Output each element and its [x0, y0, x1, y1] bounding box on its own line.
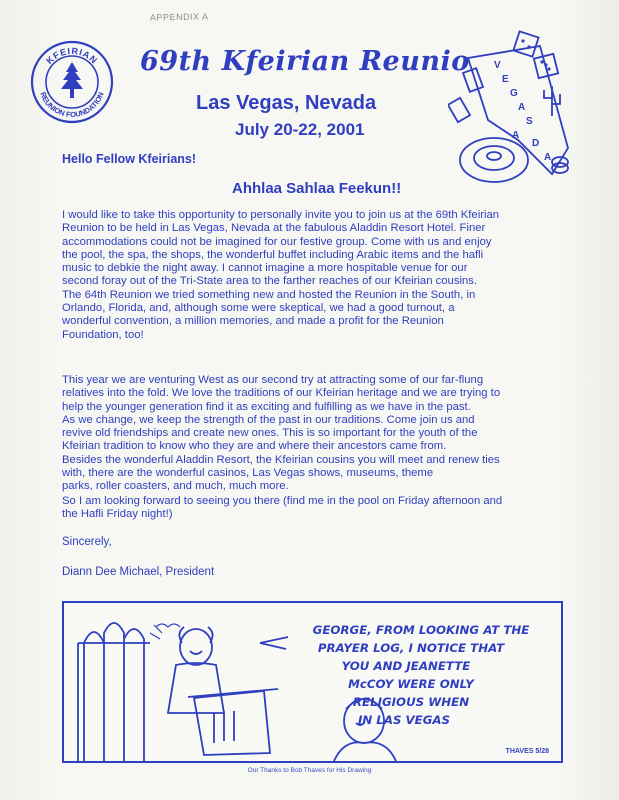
logo-top-text: KFEIRIAN — [44, 45, 100, 66]
paragraph-line: help the younger generation find it as exciting and fulfilling as we have in the past. — [62, 400, 471, 413]
paragraph-line: Reunion to be held in Las Vegas, Nevada at the fabulous Aladdin Resort Hotel. Finer — [62, 222, 486, 235]
cartoonist-credit: THAVES 5/28 — [505, 748, 549, 755]
paragraph-2 — [62, 374, 562, 494]
appendix-stamp: APPENDIX A — [149, 11, 209, 23]
speech-line: YOU AND JEANETTE — [341, 659, 471, 673]
paragraph-line: As we change, we keep the strength of the past in our traditions. Come join us and — [62, 413, 475, 426]
reunion-foundation-logo — [30, 40, 114, 124]
paragraph-3 — [62, 495, 562, 522]
art-letter: S — [526, 116, 533, 127]
paragraph-line: the Hafli Friday night!) — [62, 508, 173, 521]
art-letter: A — [518, 102, 526, 113]
greeting: Hello Fellow Kfeirians! — [62, 152, 197, 166]
speech-line: McCOY WERE ONLY — [348, 677, 474, 691]
page-title: 69th Kfeirian Reunio — [140, 46, 470, 77]
art-letter: A — [512, 130, 520, 141]
paragraph-line: The 64th Reunion we tried something new and hosted the Reunion in the South, in — [62, 288, 476, 301]
casino-vegas-illustration — [448, 28, 583, 198]
logo-bottom-text: REUNION FOUNDATION — [38, 90, 106, 120]
paragraph-line: Foundation, too! — [62, 328, 144, 341]
paragraph-line: relatives into the fold. We love the traditions of our Kfeirian heritage and we are trying to — [62, 387, 501, 400]
closing: Sincerely, — [62, 536, 112, 548]
paragraph-1 — [62, 209, 562, 342]
paragraph-line: the pool, the spa, the shops, the wonderful buffet including Arabic items and the hafli — [62, 248, 484, 261]
paragraph-line: with, there are the wonderful casinos, Las Vegas shows, museums, theme — [62, 467, 434, 480]
paragraph-line: So I am looking forward to seeing you there (find me in the pool on Friday afternoon and — [62, 495, 503, 507]
art-letter: G — [510, 88, 518, 99]
paragraph-line: music to debkie the night away. I cannot imagine a more hospitable venue for our — [62, 262, 468, 275]
cedar-tree-icon — [61, 62, 83, 98]
event-dates: July 20-22, 2001 — [235, 120, 365, 139]
art-letter: V — [494, 60, 501, 71]
paragraph-line: Orlando, Florida, and, although some were skeptical, we had a good turnout, a — [62, 302, 455, 315]
paragraph-line: second foray out of the Tri-State area to the farther reaches of our Kfeirian cousins. — [62, 275, 478, 288]
comic-strip — [62, 601, 563, 763]
paragraph-line: revive old friendships and create new ones. This is so important for the youth of the — [62, 427, 478, 440]
paragraph-line: wonderful convention, a million memories, and made a profit for the Reunion — [62, 315, 444, 328]
art-letter: E — [502, 74, 509, 85]
paragraph-line: I would like to take this opportunity to personally invite you to join us at the 69th Kfeirian — [62, 209, 500, 221]
speech-line: RELIGIOUS WHEN — [352, 695, 470, 709]
paragraph-line: Besides the wonderful Aladdin Resort, the Kfeirian cousins you will meet and renew ties — [62, 453, 500, 466]
comic-caption: Our Thanks to Bob Thaves for His Drawing — [247, 767, 372, 774]
speech-line: PRAYER LOG, I NOTICE THAT — [317, 641, 505, 655]
paragraph-line: Kfeirian tradition to know who they are and where their ancestors came from. — [62, 440, 447, 453]
paragraph-line: This year we are venturing West as our second try at attracting some of our far-flung — [62, 374, 484, 386]
speech-line: GEORGE, FROM LOOKING AT THE — [312, 623, 530, 637]
paragraph-line: parks, roller coasters, and much, much more. — [62, 480, 289, 493]
speech-bubble — [290, 621, 552, 729]
signature: Diann Dee Michael, President — [62, 566, 215, 578]
welcome-phrase: Ahhlaa Sahlaa Feekun!! — [232, 180, 402, 197]
paragraph-line: accommodations could not be imagined for our festive group. Come with us and enjoy — [62, 235, 492, 248]
art-letter: A — [544, 152, 552, 163]
speech-line: IN LAS VEGAS — [357, 713, 451, 727]
event-city: Las Vegas, Nevada — [196, 92, 377, 114]
art-letter: D — [532, 138, 540, 149]
